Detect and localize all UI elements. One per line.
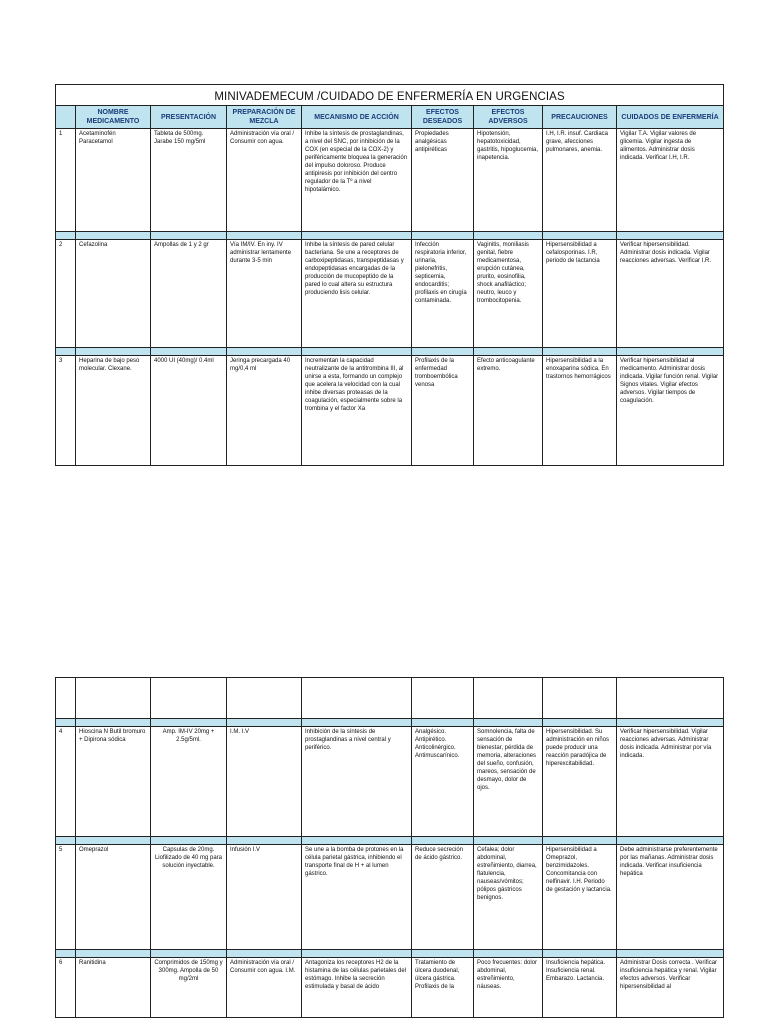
vademecum-table-1 [55, 84, 724, 466]
cell-precauciones: Hipersensibilidad a la enoxaparina sódica. En trastornos hemorrágicos [543, 356, 617, 466]
cell-adversos: Vaginitis, moniliasis genital, fiebre medicamentosa, erupción cutánea, prurito, eosinofilia, shock anafiláctico; neutro, leuco y trombocitopenia. [474, 240, 543, 348]
table-row [56, 958, 724, 1018]
cell-presentacion: Capsulas de 20mg. Liofilizado de 40 mg para solución inyectable. [151, 845, 227, 950]
cell-nombre: Acetaminofén Paracetamol [76, 129, 151, 232]
header-deseados: EFECTOS DESEADOS [412, 106, 474, 129]
header-preparacion: PREPARACIÓN DE MEZCLA [227, 106, 302, 129]
header-adversos: EFECTOS ADVERSOS [474, 106, 543, 129]
header-row [56, 106, 724, 129]
cell-mecanismo: Inhibe la síntesis de prostaglandinas, a nivel del SNC, por inhibición de la COX (en especial de la COX-2) y periféricamente bloquea la generación del impulso doloroso. Produce antipiresis por inhibición del centro regulador de la Tº a nivel hipotalámico. [302, 129, 412, 232]
cell-mecanismo: Se une a la bomba de protones en la célula parietal gástrica, inhibiendo el transporte final de H + al lumen gástrico. [302, 845, 412, 950]
cell-presentacion: 4000 UI (40mg)/ 0.4ml [151, 356, 227, 466]
cell-adversos: Somnolencia, falta de sensación de bienestar, pérdida de memoria, alteraciones del sueño, confusión, mareos, sensación de desmayo, dolor de ojos. [474, 727, 543, 837]
table-row [56, 129, 724, 232]
cell-adversos: Cefalea; dolor abdominal, estreñimiento, diarrea, flatulencia, nauseas/vómitos; pólipos gástricos benignos. [474, 845, 543, 950]
cell-adversos: Poco frecuentes: dolor abdominal, estreñimiento, náuseas. [474, 958, 543, 1018]
separator-row [56, 950, 724, 958]
cell-nombre: Hioscina N Butil bromuro + Dipirona sódica [76, 727, 151, 837]
separator-row [56, 232, 724, 240]
cell-cuidados: Verificar hipersensibilidad al medicamento. Administrar dosis indicada. Vigilar función renal. Vigilar Signos vitales. Vigilar efectos adversos. Vigilar tiempos de coagulación. [617, 356, 724, 466]
separator-row [56, 837, 724, 845]
table-row [56, 240, 724, 348]
cell-precauciones: Hipersensibilidad a Omeprazol, benzimidazoles. Concomitancia con nelfinavir. I.H. Periodo de gestación y lactancia. [543, 845, 617, 950]
cell-deseados: Reduce secreción de ácido gástrico. [412, 845, 474, 950]
cell-preparacion: Infusión I.V [227, 845, 302, 950]
cell-preparacion: I.M. I.V [227, 727, 302, 837]
blank-row [56, 678, 724, 719]
cell-preparacion: Administración vía oral / Consumir con agua. I.M. [227, 958, 302, 1018]
header-precauciones: PRECAUCIONES [543, 106, 617, 129]
separator-row [56, 719, 724, 727]
cell-nombre: Cefazolina [76, 240, 151, 348]
cell-mecanismo: Inhibición de la síntesis de prostaglandinas a nivel central y periférico. [302, 727, 412, 837]
cell-num: 4 [56, 727, 76, 837]
separator-row [56, 348, 724, 356]
cell-presentacion: Amp. IM-IV 20mg + 2.5g/5ml. [151, 727, 227, 837]
cell-cuidados: Verificar hipersensibilidad. Administrar dosis indicada. Vigilar reacciones adversas. Verificar I.R. [617, 240, 724, 348]
cell-mecanismo: Antagoniza los receptores H2 de la histamina de las células parietales del estómago. Inhibe la secreción estimulada y basal de ácido [302, 958, 412, 1018]
cell-presentacion: Ampollas de 1 y 2 gr [151, 240, 227, 348]
document-title: MINIVADEMECUM /CUIDADO DE ENFERMERÍA EN URGENCIAS [56, 85, 724, 106]
cell-cuidados: Debe administrarse preferentemente por las mañanas. Administrar dosis indicada. Verificar insuficiencia hepática [617, 845, 724, 950]
cell-deseados: Analgésico. Antipirético. Anticolinérgico. Antimuscarínico. [412, 727, 474, 837]
cell-num: 3 [56, 356, 76, 466]
cell-deseados: Profilaxis de la enfermedad tromboembólica venosa [412, 356, 474, 466]
cell-mecanismo: Incrementan la capacidad neutralizante de la antitrombina III, al unirse a esta, formando un complejo que acelera la velocidad con la cual inhibe diversas proteasas de la coagulación, especialmente sobre la trombina y el factor Xa [302, 356, 412, 466]
table-row [56, 845, 724, 950]
cell-nombre: Heparina de bajo peso molecular. Clexane. [76, 356, 151, 466]
cell-deseados: Tratamiento de úlcera duodenal, úlcera gástrica. Profilaxis de la [412, 958, 474, 1018]
vademecum-table-2 [55, 677, 724, 1018]
cell-num: 5 [56, 845, 76, 950]
cell-cuidados: Verificar hipersensibilidad. Vigilar reacciones adversas. Administrar dosis indicada. Administrar por vía indicada. [617, 727, 724, 837]
header-nombre: NOMBRE MEDICAMENTO [76, 106, 151, 129]
cell-adversos: Efecto anticoagulante extremo. [474, 356, 543, 466]
cell-deseados: Propiedades analgésicas antipiréticas [412, 129, 474, 232]
cell-presentacion: Tableta de 500mg. Jarabe 150 mg/5ml [151, 129, 227, 232]
cell-presentacion: Comprimidos de 150mg y 300mg. Ampolla de 50 mg/2ml [151, 958, 227, 1018]
cell-nombre: Ranitidina [76, 958, 151, 1018]
cell-num: 6 [56, 958, 76, 1018]
cell-num: 1 [56, 129, 76, 232]
cell-cuidados: Administrar Dosis correcta . Verificar insuficiencia hepática y renal. Vigilar efectos adversos. Verificar hipersensibilidad al [617, 958, 724, 1018]
cell-preparacion: Administración vía oral / Consumir con agua. [227, 129, 302, 232]
cell-precauciones: Hipersensibilidad. Su administración en niños puede producir una reacción paradójica de hiperexcitabilidad. [543, 727, 617, 837]
table-row [56, 356, 724, 466]
cell-precauciones: I.H, I.R. insuf. Cardiaca grave, afecciones pulmonares, anemia. [543, 129, 617, 232]
cell-deseados: Infección respiratoria inferior, urinaria, pielonefritis, septicemia, endocarditis; profilaxis en cirugía contaminada. [412, 240, 474, 348]
cell-precauciones: Hipersensibilidad a cefalosporinas. I.R, periodo de lactancia [543, 240, 617, 348]
cell-mecanismo: Inhibe la síntesis de pared celular bacteriana. Se une a receptores de carboxipeptidasas, transpeptidasas y endopeptidasas encargadas de la producción de mucopeptido de la pared lo cual altera su estructura produciendo lisis celular. [302, 240, 412, 348]
cell-adversos: Hipotensión, hepatotoxicidad, gastritis, hipoglucemia, inapetencia. [474, 129, 543, 232]
table-row [56, 727, 724, 837]
header-cuidados: CUIDADOS DE ENFERMERÍA [617, 106, 724, 129]
cell-preparacion: Vía IM/IV. En iny. IV administrar lentamente durante 3-5 min [227, 240, 302, 348]
cell-preparacion: Jeringa precargada 40 mg/0,4 ml [227, 356, 302, 466]
header-mecanismo: MECANISMO DE ACCIÓN [302, 106, 412, 129]
header-presentacion: PRESENTACIÓN [151, 106, 227, 129]
cell-cuidados: Vigilar T.A. Vigilar valores de glicemia. Vigilar ingesta de alimentos. Administrar dosis indicada. Verificar I.H, I.R. [617, 129, 724, 232]
header-num [56, 106, 76, 129]
cell-precauciones: Insuficiencia hepática. Insuficiencia renal. Embarazo. Lactancia. [543, 958, 617, 1018]
cell-num: 2 [56, 240, 76, 348]
cell-nombre: Omeprazol [76, 845, 151, 950]
